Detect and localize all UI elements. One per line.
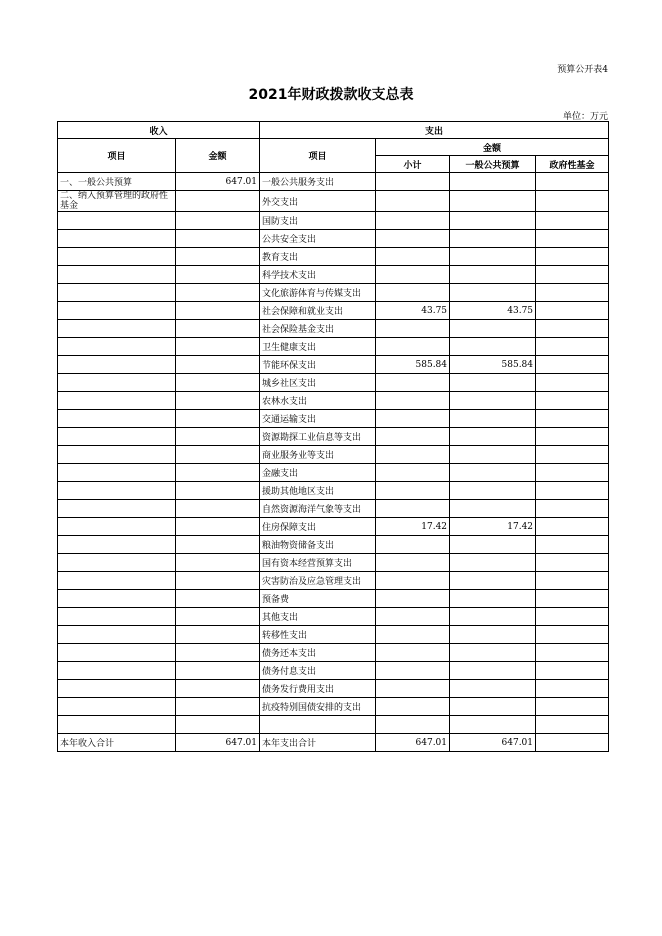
- income-item-cell: [58, 338, 176, 356]
- expense-item-cell: 交通运输支出: [260, 410, 376, 428]
- gov-fund-header: 政府性基金: [536, 156, 609, 173]
- income-amount-cell: 647.01: [176, 173, 260, 191]
- gov-fund-cell: [536, 284, 609, 302]
- table-row: [58, 680, 609, 698]
- expense-item-cell: 文化旅游体育与传媒支出: [260, 284, 376, 302]
- income-item-cell: [58, 662, 176, 680]
- income-item-cell: [58, 482, 176, 500]
- table-row: [58, 173, 609, 191]
- gov-fund-cell: [536, 698, 609, 716]
- expense-item-cell: 科学技术支出: [260, 266, 376, 284]
- subtotal-cell: [376, 500, 450, 518]
- general-budget-cell: [450, 644, 536, 662]
- subtotal-cell: [376, 173, 450, 191]
- general-budget-cell: [450, 500, 536, 518]
- general-budget-cell: 43.75: [450, 302, 536, 320]
- income-item-cell: [58, 266, 176, 284]
- gov-fund-cell: [536, 626, 609, 644]
- expense-item-cell: 商业服务业等支出: [260, 446, 376, 464]
- expense-item-cell: 国有资本经营预算支出: [260, 554, 376, 572]
- general-budget-cell: [450, 536, 536, 554]
- gov-fund-cell: [536, 464, 609, 482]
- subtotal-cell: 43.75: [376, 302, 450, 320]
- expense-item-cell: 外交支出: [260, 191, 376, 212]
- page-title: 2021年财政拨款收支总表: [248, 87, 414, 103]
- income-amount-cell: [176, 572, 260, 590]
- subtotal-cell: [376, 248, 450, 266]
- gov-fund-cell: [536, 191, 609, 212]
- general-budget-cell: [450, 698, 536, 716]
- gov-fund-cell: [536, 662, 609, 680]
- gov-fund-cell: [536, 518, 609, 536]
- income-item-cell: [58, 536, 176, 554]
- expense-item-cell: 自然资源海洋气象等支出: [260, 500, 376, 518]
- subtotal-cell: [376, 410, 450, 428]
- income-amount-cell: [176, 428, 260, 446]
- expense-item-cell: 其他支出: [260, 608, 376, 626]
- table-row: [58, 500, 609, 518]
- income-amount-cell: [176, 356, 260, 374]
- income-item-cell: [58, 608, 176, 626]
- general-budget-cell: [450, 212, 536, 230]
- gov-fund-cell: [536, 410, 609, 428]
- income-item-header: 项目: [58, 139, 176, 173]
- subtotal-cell: [376, 644, 450, 662]
- income-item-cell: [58, 698, 176, 716]
- gov-fund-cell: [536, 356, 609, 374]
- expense-item-cell: 援助其他地区支出: [260, 482, 376, 500]
- table-row: [58, 590, 609, 608]
- general-budget-cell: [450, 230, 536, 248]
- expense-item-cell: 转移性支出: [260, 626, 376, 644]
- gov-fund-cell: [536, 734, 609, 752]
- income-amount-cell: [176, 284, 260, 302]
- income-item-cell: [58, 500, 176, 518]
- income-item-cell: [58, 464, 176, 482]
- expense-item-cell: 社会保障和就业支出: [260, 302, 376, 320]
- income-item-cell: [58, 590, 176, 608]
- subtotal-cell: [376, 680, 450, 698]
- income-amount-cell: [176, 608, 260, 626]
- table-row: [58, 338, 609, 356]
- income-amount-cell: [176, 320, 260, 338]
- gov-fund-cell: [536, 482, 609, 500]
- expense-item-cell: 国防支出: [260, 212, 376, 230]
- subtotal-cell: [376, 608, 450, 626]
- subtotal-cell: 647.01: [376, 734, 450, 752]
- subtotal-cell: [376, 230, 450, 248]
- general-budget-cell: [450, 464, 536, 482]
- general-budget-cell: 647.01: [450, 734, 536, 752]
- income-amount-cell: [176, 302, 260, 320]
- expense-item-cell: 城乡社区支出: [260, 374, 376, 392]
- expense-header: 支出: [260, 122, 609, 139]
- income-amount-cell: [176, 554, 260, 572]
- table-row: [58, 536, 609, 554]
- expense-item-cell: 卫生健康支出: [260, 338, 376, 356]
- general-budget-header: 一般公共预算: [450, 156, 536, 173]
- budget-table: [57, 121, 609, 752]
- income-amount-cell: [176, 518, 260, 536]
- general-budget-cell: [450, 572, 536, 590]
- expense-item-header: 项目: [260, 139, 376, 173]
- subtotal-cell: [376, 698, 450, 716]
- gov-fund-cell: [536, 644, 609, 662]
- expense-item-cell: 社会保险基金支出: [260, 320, 376, 338]
- table-row: [58, 248, 609, 266]
- income-item-cell: [58, 446, 176, 464]
- income-amount-cell: [176, 338, 260, 356]
- expense-item-cell: 灾害防治及应急管理支出: [260, 572, 376, 590]
- table-row: [58, 464, 609, 482]
- subtotal-cell: [376, 464, 450, 482]
- subtotal-cell: [376, 191, 450, 212]
- table-row: [58, 428, 609, 446]
- general-budget-cell: 585.84: [450, 356, 536, 374]
- expense-item-cell: 粮油物资储备支出: [260, 536, 376, 554]
- expense-item-cell: 农林水支出: [260, 392, 376, 410]
- subtotal-cell: [376, 338, 450, 356]
- form-number: 预算公开表4: [557, 65, 608, 75]
- general-budget-cell: [450, 716, 536, 734]
- subtotal-cell: [376, 716, 450, 734]
- income-item-cell: [58, 284, 176, 302]
- gov-fund-cell: [536, 230, 609, 248]
- subtotal-cell: [376, 446, 450, 464]
- expense-item-cell: 债务还本支出: [260, 644, 376, 662]
- general-budget-cell: [450, 662, 536, 680]
- expense-item-cell: 一般公共服务支出: [260, 173, 376, 191]
- income-amount-cell: [176, 536, 260, 554]
- income-item-cell: [58, 374, 176, 392]
- income-amount-cell: [176, 644, 260, 662]
- expense-item-cell: [260, 716, 376, 734]
- income-item-cell: 二、纳入预算管理的政府性基金: [58, 191, 176, 212]
- table-row: [58, 644, 609, 662]
- subtotal-cell: [376, 554, 450, 572]
- general-budget-cell: [450, 191, 536, 212]
- table-row: [58, 392, 609, 410]
- table-row: [58, 698, 609, 716]
- expense-item-cell: 资源勘探工业信息等支出: [260, 428, 376, 446]
- income-item-cell: 一、一般公共预算: [58, 173, 176, 191]
- gov-fund-cell: [536, 320, 609, 338]
- table-row: [58, 572, 609, 590]
- expense-item-cell: 教育支出: [260, 248, 376, 266]
- income-item-cell: [58, 230, 176, 248]
- gov-fund-cell: [536, 392, 609, 410]
- general-budget-cell: [450, 320, 536, 338]
- gov-fund-cell: [536, 212, 609, 230]
- expense-amount-header: 金额: [376, 139, 609, 156]
- expense-item-cell: 债务付息支出: [260, 662, 376, 680]
- income-item-cell: [58, 248, 176, 266]
- income-amount-cell: [176, 626, 260, 644]
- gov-fund-cell: [536, 572, 609, 590]
- gov-fund-cell: [536, 173, 609, 191]
- table-row: [58, 191, 609, 212]
- general-budget-cell: [450, 680, 536, 698]
- table-row: [58, 716, 609, 734]
- subtotal-header: 小计: [376, 156, 450, 173]
- income-amount-cell: [176, 374, 260, 392]
- income-item-cell: [58, 626, 176, 644]
- unit-label: 单位：万元: [562, 112, 608, 122]
- income-item-cell: [58, 428, 176, 446]
- general-budget-cell: [450, 392, 536, 410]
- income-amount-cell: [176, 482, 260, 500]
- gov-fund-cell: [536, 500, 609, 518]
- table-row: [58, 230, 609, 248]
- income-item-cell: [58, 212, 176, 230]
- income-amount-cell: [176, 191, 260, 212]
- table-row: [58, 554, 609, 572]
- table-row: [58, 734, 609, 752]
- table-row: [58, 374, 609, 392]
- income-amount-cell: [176, 590, 260, 608]
- table-row: [58, 626, 609, 644]
- income-item-cell: [58, 320, 176, 338]
- income-amount-cell: [176, 698, 260, 716]
- subtotal-cell: [376, 662, 450, 680]
- general-budget-cell: 17.42: [450, 518, 536, 536]
- gov-fund-cell: [536, 302, 609, 320]
- subtotal-cell: [376, 536, 450, 554]
- gov-fund-cell: [536, 374, 609, 392]
- table-row: [58, 356, 609, 374]
- income-item-cell: [58, 392, 176, 410]
- income-amount-cell: [176, 464, 260, 482]
- income-amount-header: 金额: [176, 139, 260, 173]
- general-budget-cell: [450, 338, 536, 356]
- income-amount-cell: [176, 266, 260, 284]
- gov-fund-cell: [536, 536, 609, 554]
- general-budget-cell: [450, 554, 536, 572]
- income-amount-cell: [176, 212, 260, 230]
- expense-item-cell: 公共安全支出: [260, 230, 376, 248]
- subtotal-cell: 585.84: [376, 356, 450, 374]
- general-budget-cell: [450, 266, 536, 284]
- general-budget-cell: [450, 446, 536, 464]
- table-row: [58, 446, 609, 464]
- table-row: [58, 608, 609, 626]
- general-budget-cell: [450, 284, 536, 302]
- table-row: [58, 320, 609, 338]
- general-budget-cell: [450, 590, 536, 608]
- income-item-cell: 本年收入合计: [58, 734, 176, 752]
- subtotal-cell: [376, 428, 450, 446]
- subtotal-cell: [376, 266, 450, 284]
- general-budget-cell: [450, 428, 536, 446]
- income-amount-cell: [176, 662, 260, 680]
- gov-fund-cell: [536, 248, 609, 266]
- table-row: [58, 266, 609, 284]
- expense-item-cell: 债务发行费用支出: [260, 680, 376, 698]
- general-budget-cell: [450, 626, 536, 644]
- income-amount-cell: [176, 248, 260, 266]
- income-item-cell: [58, 554, 176, 572]
- expense-item-cell: 住房保障支出: [260, 518, 376, 536]
- income-amount-cell: [176, 680, 260, 698]
- subtotal-cell: [376, 320, 450, 338]
- income-item-cell: [58, 302, 176, 320]
- expense-item-cell: 本年支出合计: [260, 734, 376, 752]
- general-budget-cell: [450, 374, 536, 392]
- gov-fund-cell: [536, 590, 609, 608]
- expense-item-cell: 预备费: [260, 590, 376, 608]
- income-item-cell: [58, 680, 176, 698]
- expense-item-cell: 节能环保支出: [260, 356, 376, 374]
- table-row: [58, 302, 609, 320]
- income-amount-cell: [176, 500, 260, 518]
- income-amount-cell: [176, 446, 260, 464]
- income-item-cell: [58, 410, 176, 428]
- general-budget-cell: [450, 173, 536, 191]
- gov-fund-cell: [536, 338, 609, 356]
- subtotal-cell: [376, 284, 450, 302]
- table-row: [58, 518, 609, 536]
- general-budget-cell: [450, 248, 536, 266]
- income-item-cell: [58, 518, 176, 536]
- income-amount-cell: [176, 230, 260, 248]
- income-item-cell: [58, 716, 176, 734]
- subtotal-cell: [376, 572, 450, 590]
- gov-fund-cell: [536, 446, 609, 464]
- gov-fund-cell: [536, 608, 609, 626]
- income-item-cell: [58, 572, 176, 590]
- subtotal-cell: [376, 626, 450, 644]
- subtotal-cell: [376, 212, 450, 230]
- subtotal-cell: 17.42: [376, 518, 450, 536]
- income-item-cell: [58, 356, 176, 374]
- gov-fund-cell: [536, 554, 609, 572]
- general-budget-cell: [450, 482, 536, 500]
- income-header: 收入: [58, 122, 260, 139]
- general-budget-cell: [450, 608, 536, 626]
- subtotal-cell: [376, 482, 450, 500]
- table-row: [58, 212, 609, 230]
- gov-fund-cell: [536, 266, 609, 284]
- subtotal-cell: [376, 590, 450, 608]
- income-item-cell: [58, 644, 176, 662]
- income-amount-cell: [176, 716, 260, 734]
- subtotal-cell: [376, 392, 450, 410]
- expense-item-cell: 抗疫特别国债安排的支出: [260, 698, 376, 716]
- table-row: [58, 410, 609, 428]
- general-budget-cell: [450, 410, 536, 428]
- table-row: [58, 284, 609, 302]
- income-amount-cell: [176, 410, 260, 428]
- income-amount-cell: 647.01: [176, 734, 260, 752]
- expense-item-cell: 金融支出: [260, 464, 376, 482]
- table-row: [58, 482, 609, 500]
- gov-fund-cell: [536, 716, 609, 734]
- table-row: [58, 662, 609, 680]
- gov-fund-cell: [536, 428, 609, 446]
- gov-fund-cell: [536, 680, 609, 698]
- subtotal-cell: [376, 374, 450, 392]
- income-amount-cell: [176, 392, 260, 410]
